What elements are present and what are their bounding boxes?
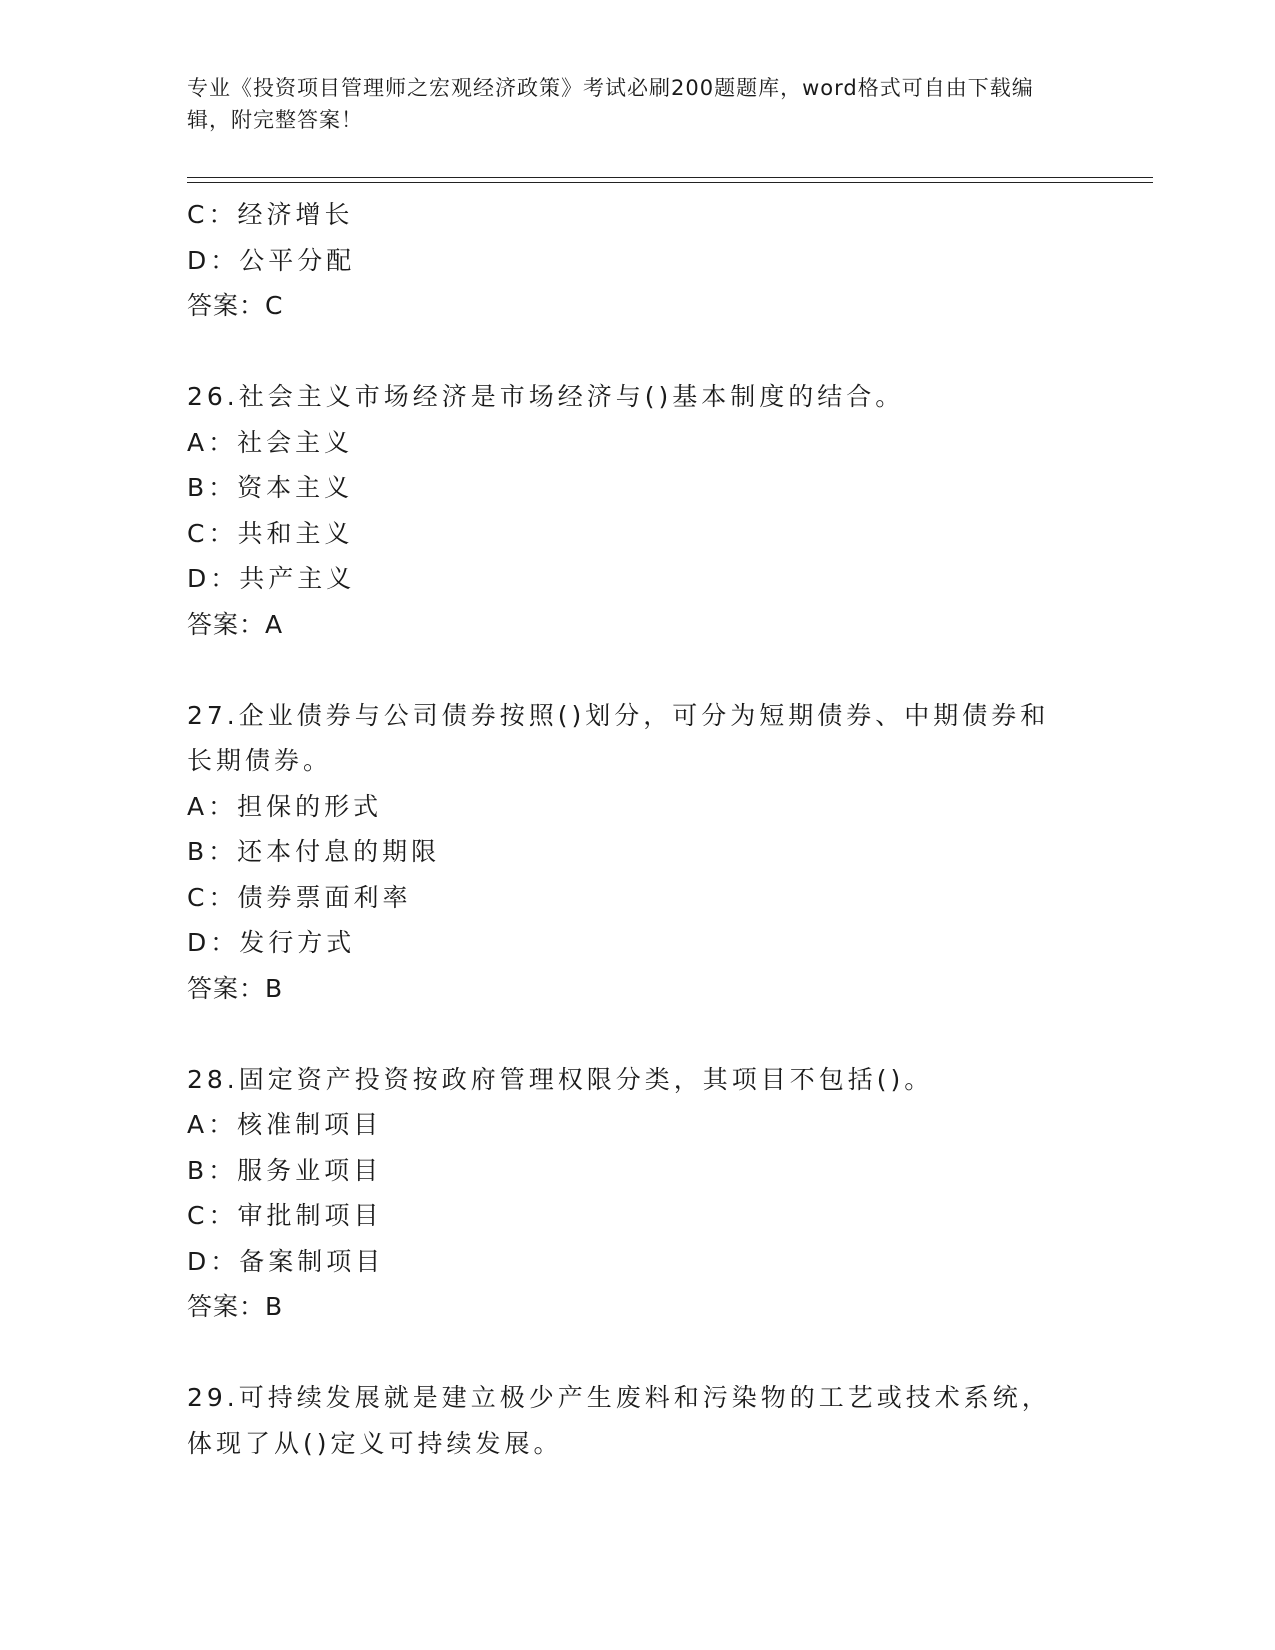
question-text: 26.社会主义市场经济是市场经济与()基本制度的结合。 — [187, 382, 905, 411]
option-b: B：资本主义 — [187, 473, 354, 502]
header-rule-top — [187, 177, 1153, 178]
question-29 — [187, 1375, 1087, 1466]
question-content — [187, 192, 1087, 1466]
answer: 答案：C — [187, 291, 284, 320]
option-c: C：债券票面利率 — [187, 882, 412, 912]
answer: 答案：A — [187, 609, 284, 639]
option-d: D：备案制项目 — [187, 1246, 385, 1276]
spacer — [187, 647, 1087, 693]
question-27 — [187, 693, 1087, 1012]
option-b: B：服务业项目 — [187, 1155, 383, 1185]
answer: 答案：B — [187, 1292, 284, 1321]
option-c: C：共和主义 — [187, 518, 354, 548]
spacer — [187, 1330, 1087, 1376]
answer: 答案：B — [187, 973, 284, 1003]
option-c: C：经济增长 — [187, 200, 354, 229]
option-a: A：社会主义 — [187, 427, 354, 457]
document-header: 专业《投资项目管理师之宏观经济政策》考试必刷200题题库，word格式可自由下载编辑，附完整答案！ — [187, 76, 1034, 132]
option-a: A：核准制项目 — [187, 1110, 383, 1139]
option-d: D：发行方式 — [187, 928, 356, 957]
spacer — [187, 329, 1087, 375]
option-b: B：还本付息的期限 — [187, 837, 441, 866]
option-c: C：审批制项目 — [187, 1201, 383, 1230]
option-d: D：共产主义 — [187, 564, 356, 593]
header-rule-bottom — [187, 182, 1153, 183]
question-25-tail — [187, 192, 1087, 329]
question-text: 28.固定资产投资按政府管理权限分类，其项目不包括()。 — [187, 1064, 934, 1094]
option-d: D：公平分配 — [187, 245, 356, 275]
question-text: 29.可持续发展就是建立极少产生废料和污染物的工艺或技术系统，体现了从()定义可持续发展。 — [187, 1383, 1051, 1458]
option-a: A：担保的形式 — [187, 791, 383, 821]
question-text: 27.企业债券与公司债券按照()划分，可分为短期债券、中期债券和长期债券。 — [187, 700, 1050, 775]
spacer — [187, 1011, 1087, 1057]
question-26 — [187, 374, 1087, 647]
question-28 — [187, 1057, 1087, 1330]
